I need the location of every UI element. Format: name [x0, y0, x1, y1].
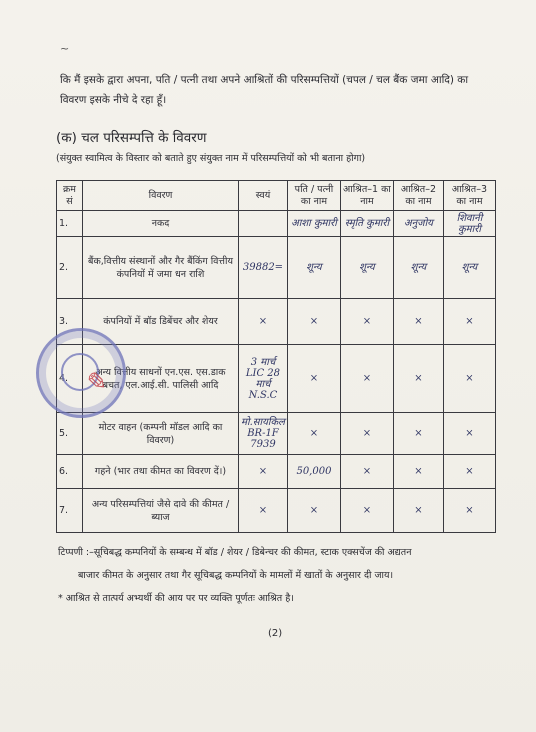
dependent-2-cell: ×	[393, 455, 443, 489]
spouse-cell: ×	[287, 413, 340, 455]
serial-cell: 4.	[57, 345, 83, 413]
header-self: स्वयं	[239, 181, 288, 211]
dependent-3-cell: ×	[443, 413, 495, 455]
self-cell: ×	[239, 489, 288, 533]
dependent-1-name-cell: स्मृति कुमारी	[340, 211, 393, 237]
spouse-cell: ×	[287, 345, 340, 413]
header-serial: क्रम सं	[57, 181, 83, 211]
serial-cell: 6.	[57, 455, 83, 489]
header-description: विवरण	[83, 181, 239, 211]
description-cell: नकद	[83, 211, 239, 237]
self-cell: ×	[239, 299, 288, 345]
self-cell: मो.सायकिल BR-1F 7939	[239, 413, 288, 455]
footnote-2: बाजार कीमत के अनुसार तथा गैर सूचिबद्ध कम्पनियों के मामलों में खातों के अनुसार दी जाय।	[78, 570, 394, 581]
header-spouse: पति / पत्नी का नाम	[287, 181, 340, 211]
table-row	[57, 489, 496, 533]
dependent-2-cell: शून्य	[393, 237, 443, 299]
serial-cell: 7.	[57, 489, 83, 533]
page-number: (2)	[268, 628, 283, 639]
dependent-1-cell: शून्य	[340, 237, 393, 299]
spouse-name-cell: आशा कुमारी	[287, 211, 340, 237]
section-note: (संयुक्त स्वामित्व के विस्तार को बताते हुए संयुक्त नाम में परिसम्पत्तियों को भी बताना होगा)	[56, 153, 366, 164]
table-row	[57, 237, 496, 299]
dependent-3-cell: शून्य	[443, 237, 495, 299]
spouse-cell: शून्य	[287, 237, 340, 299]
header-dependent-3: आश्रित–3 का नाम	[443, 181, 495, 211]
description-cell: मोटर वाहन (कम्पनी मॉडल आदि का विवरण)	[83, 413, 239, 455]
intro-paragraph: कि मैं इसके द्वारा अपना, पति / पत्नी तथा अपने आश्रितों की परिसम्पत्तियों (चपल / चल बैंक जमा आदि) का विवरण इसके नीचे दे रहा हूँ।	[60, 74, 469, 106]
dependent-2-cell: ×	[393, 345, 443, 413]
self-cell: 39882=	[239, 237, 288, 299]
serial-cell: 3.	[57, 299, 83, 345]
description-cell: बैंक,वित्तीय संस्थानों और गैर बैंकिंग वित्तीय कंपनियों में जमा धन राशि	[83, 237, 239, 299]
serial-cell: 2.	[57, 237, 83, 299]
dependent-3-name-cell: शिवानी कुमारी	[443, 211, 495, 237]
header-dependent-1: आश्रित–1 का नाम	[340, 181, 393, 211]
serial-cell: 1.	[57, 211, 83, 237]
footnote-3: * आश्रित से तात्पर्य अभ्यर्थी की आय पर पर व्यक्ति पूर्णतः आश्रित है।	[58, 593, 294, 604]
self-cell	[239, 211, 288, 237]
dependent-3-cell: ×	[443, 299, 495, 345]
description-cell: अन्य वित्तीय साधनों एन.एस. एस.डाक बचत, एल.आई.सी. पालिसी आदि	[83, 345, 239, 413]
serial-cell: 5.	[57, 413, 83, 455]
dependent-2-cell: ×	[393, 299, 443, 345]
dependent-1-cell: ×	[340, 299, 393, 345]
spouse-cell: 50,000	[287, 455, 340, 489]
footnote-1: टिप्पणी :–सूचिबद्ध कम्पनियों के सम्बन्ध में बॉड / शेयर / डिबेन्चर की कीमत, स्टाक एक्सचेंज की अद्यतन	[58, 547, 412, 558]
table-row	[57, 299, 496, 345]
dependent-1-cell: ×	[340, 413, 393, 455]
spouse-cell: ×	[287, 299, 340, 345]
dependent-3-cell: ×	[443, 455, 495, 489]
table-row	[57, 455, 496, 489]
dependent-1-cell: ×	[340, 489, 393, 533]
signature-mark: ✎	[81, 366, 109, 400]
spouse-cell: ×	[287, 489, 340, 533]
section-title: (क) चल परिसम्पत्ति के विवरण	[56, 130, 207, 146]
description-cell: कंपनियों में बॉड डिबेंचर और शेयर	[83, 299, 239, 345]
table-row	[57, 413, 496, 455]
pen-mark: ~	[60, 42, 70, 55]
dependent-2-name-cell: अनुजोय	[393, 211, 443, 237]
table-header-row	[57, 181, 496, 211]
dependent-2-cell: ×	[393, 489, 443, 533]
dependent-1-cell: ×	[340, 455, 393, 489]
description-cell: अन्य परिसम्पत्तियां जैसे दावे की कीमत / ब्याज	[83, 489, 239, 533]
header-dependent-2: आश्रित–2 का नाम	[393, 181, 443, 211]
description-cell: गहने (भार तथा कीमत का विवरण दें।)	[83, 455, 239, 489]
dependent-1-cell: ×	[340, 345, 393, 413]
table-row	[57, 211, 496, 237]
self-cell: 3 मार्च LIC 28 मार्च N.S.C	[239, 345, 288, 413]
official-stamp	[36, 328, 126, 418]
self-cell: ×	[239, 455, 288, 489]
dependent-3-cell: ×	[443, 489, 495, 533]
dependent-2-cell: ×	[393, 413, 443, 455]
dependent-3-cell: ×	[443, 345, 495, 413]
